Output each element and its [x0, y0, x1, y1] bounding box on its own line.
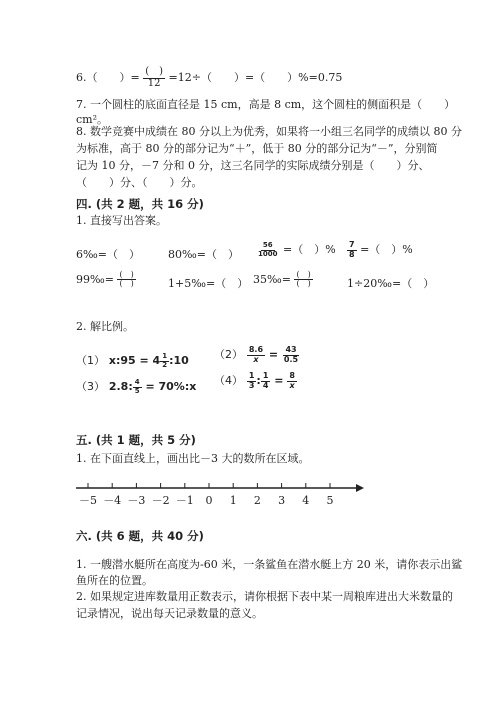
- q7-line1: 7. 一个圆柱的底面直径是 15 cm，高是 8 cm，这个圆柱的侧面积是（ ）: [76, 98, 456, 111]
- q8-line2: 为标准，高于 80 分的部分记为“＋”，低于 80 分的部分记为“－”，分别简: [76, 142, 438, 155]
- proportion-2-frac1-den: x: [253, 354, 259, 364]
- calc-r1c3-numerator: 56: [262, 241, 273, 250]
- calc-r1c3-rest: =（ ）%: [282, 243, 336, 256]
- proportion-1-frac-num: 1: [162, 352, 168, 361]
- calc-r2c3-denominator: ( ): [296, 279, 311, 289]
- question-6: [76, 67, 342, 89]
- number-line-tick-label: －4: [103, 494, 122, 507]
- calc-r1c1: 6‰=（ ）: [76, 248, 140, 261]
- calc-r2c1-prefix: 99‰=: [76, 272, 114, 286]
- calc-r2c2: 1+5‰=（ ）: [168, 277, 249, 290]
- proportion-3-label: （3）: [76, 380, 105, 393]
- proportion-4-frac3-den: x: [289, 380, 295, 390]
- number-line-tick-label: 5: [326, 494, 334, 507]
- calc-r1c2: 80‰=（ ）: [168, 248, 239, 261]
- proportion-2: [214, 346, 300, 364]
- number-line-arrow: [356, 484, 364, 492]
- section-6-q2-line2: 记录情况，说出每天记录数量的意义。: [76, 607, 263, 620]
- proportion-2-equals: =: [268, 348, 279, 361]
- proportion-1-frac-den: 2: [162, 360, 168, 369]
- number-line-tick-label: 3: [278, 494, 286, 507]
- calc-r1c4-rest: =（ ）%: [360, 243, 413, 256]
- proportion-4: [214, 372, 297, 390]
- q6-fraction: [143, 67, 165, 89]
- proportion-1: [76, 352, 189, 369]
- q6-fraction-numerator: ( ): [145, 66, 164, 77]
- proportion-2-frac1-num: 8.6: [248, 345, 264, 355]
- q7-line2: cm²。: [76, 113, 109, 126]
- proportion-4-colon: :: [256, 374, 261, 387]
- proportion-3: [76, 378, 196, 395]
- proportion-2-frac2-den: 0.5: [283, 354, 299, 364]
- proportion-4-equals: =: [274, 374, 284, 387]
- section-4-q1: 1. 直接写出答案。: [76, 214, 167, 227]
- calc-r1c3: [256, 241, 336, 258]
- calc-r2c1: [76, 271, 136, 289]
- number-line-tick-label: －1: [175, 494, 194, 507]
- proportion-4-label: （4）: [214, 374, 243, 387]
- proportion-3-frac-num: 4: [134, 378, 140, 387]
- number-line-tick-label: 4: [302, 494, 310, 507]
- section-6-q1-line1: 1. 一艘潜水艇所在高度为-60 米，一条鲨鱼在潜水艇上方 20 米，请你表示出鲨: [76, 558, 463, 571]
- q6-prefix: 6.（ ）=: [76, 71, 140, 84]
- number-line-tick-label: 0: [205, 494, 213, 507]
- section-4-title: 四. (共 2 题，共 16 分): [76, 197, 204, 211]
- number-line-tick-label: 1: [229, 494, 237, 507]
- q8-line1: 8. 数学竞赛中成绩在 80 分以上为优秀，如果将一小组三名同学的成绩以 80 分: [76, 125, 462, 138]
- section-4-q2: 2. 解比例。: [76, 320, 134, 333]
- number-line-tick-label: －5: [79, 494, 97, 507]
- section-6-q1-line2: 鱼所在的位置。: [76, 574, 153, 587]
- proportion-2-frac2-num: 43: [285, 345, 297, 355]
- calc-r2c4: 1÷20‰=（ ）: [347, 277, 435, 290]
- proportion-4-frac1-num: 1: [248, 371, 255, 381]
- calc-r1c4-denominator: 8: [349, 249, 355, 259]
- q8-line3: 记为 10 分，－7 分和 0 分，这三名同学的实际成绩分别是（ ）分、: [76, 159, 430, 172]
- section-5-q1: 1. 在下面直线上，画出比－3 大的数所在区域。: [76, 452, 310, 465]
- calc-r1c3-denominator: 1000: [258, 249, 278, 258]
- proportion-2-label: （2）: [214, 348, 243, 361]
- proportion-4-frac1-den: 3: [248, 380, 255, 390]
- proportion-3-frac-den: 5: [134, 386, 140, 395]
- proportion-1-label: （1）: [76, 354, 105, 367]
- number-line-tick-label: －3: [127, 494, 146, 507]
- proportion-1-left: x:95 = 4: [108, 354, 161, 367]
- section-6-title: 六. (共 6 题，共 40 分): [76, 529, 204, 543]
- q6-suffix: =12÷（ ）=（ ）%=0.75: [168, 71, 343, 84]
- section-5-title: 五. (共 1 题，共 5 分): [76, 433, 196, 447]
- number-line: [0, 475, 500, 515]
- calc-r2c3-prefix: 35‰=: [253, 272, 291, 286]
- proportion-4-frac2-num: 1: [262, 371, 269, 381]
- calc-r1c4: [347, 241, 413, 259]
- q8-line4: （ ）分、（ ）分。: [76, 176, 203, 189]
- proportion-3-left: 2.8:: [108, 380, 133, 393]
- calc-r2c1-denominator: ( ): [119, 279, 134, 289]
- proportion-4-frac3-num: 8: [289, 371, 295, 381]
- q6-fraction-denominator: 12: [147, 77, 161, 89]
- section-6-q2-line1: 2. 如果规定进库数量用正数表示，请你根据下表中某一周粮库进出大米数量的: [76, 590, 453, 603]
- proportion-1-right: :10: [169, 354, 189, 367]
- calc-r2c3: [253, 271, 313, 289]
- proportion-3-right: = 70%:x: [145, 380, 197, 393]
- number-line-tick-label: 2: [253, 494, 261, 507]
- calc-r2c3-numerator: ( ): [296, 270, 311, 279]
- proportion-4-frac2-den: 4: [262, 380, 269, 390]
- number-line-tick-label: －2: [151, 494, 170, 507]
- calc-r1c4-numerator: 7: [349, 240, 355, 250]
- calc-r2c1-numerator: ( ): [119, 270, 134, 279]
